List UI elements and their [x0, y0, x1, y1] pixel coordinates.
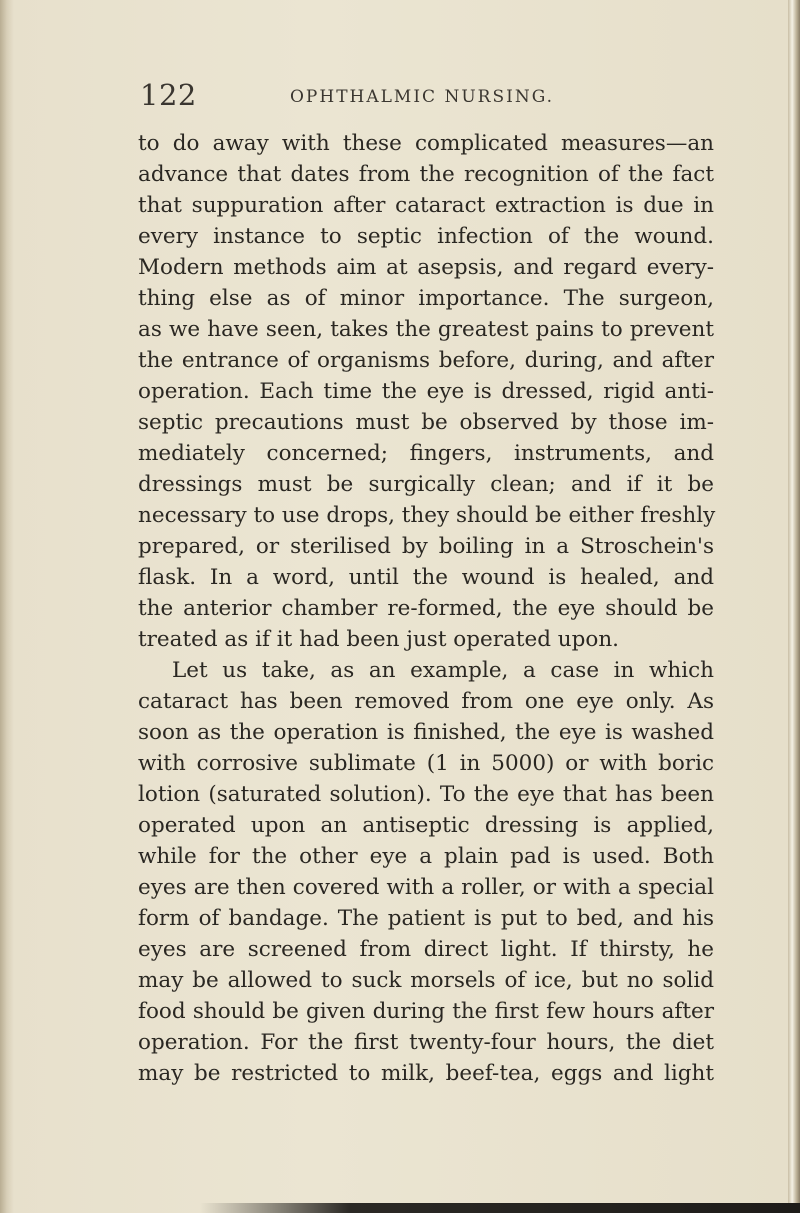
page-gutter-shadow: [0, 0, 14, 1213]
text-line: soon as the operation is finished, the eye is washed: [138, 720, 714, 745]
text-line-paragraph-start: Let us take, as an example, a case in which: [172, 658, 714, 683]
text-line: every instance to septic infection of the wound.: [138, 224, 714, 249]
text-line: thing else as of minor importance. The surgeon,: [138, 286, 714, 311]
text-line: eyes are screened from direct light. If thirsty, he: [138, 937, 714, 962]
text-line: may be allowed to suck morsels of ice, but no solid: [138, 968, 714, 993]
page-number: 122: [140, 78, 197, 112]
text-line: necessary to use drops, they should be either freshly: [138, 503, 716, 528]
text-line: form of bandage. The patient is put to bed, and his: [138, 906, 714, 931]
text-line: dressings must be surgically clean; and if it be: [138, 472, 714, 497]
text-line: cataract has been removed from one eye only. As: [138, 689, 714, 714]
text-line: Modern methods aim at asepsis, and regard every-: [138, 255, 714, 280]
running-head: OPHTHALMIC NURSING.: [290, 87, 555, 107]
text-line: to do away with these complicated measures—an: [138, 131, 714, 156]
scan-bottom-edge: [200, 1203, 800, 1213]
text-line: that suppuration after cataract extraction is due in: [138, 193, 714, 218]
text-line: flask. In a word, until the wound is healed, and: [138, 565, 714, 590]
text-line: septic precautions must be observed by those im-: [138, 410, 714, 435]
text-line: operated upon an antiseptic dressing is applied,: [138, 813, 714, 838]
text-line: operation. Each time the eye is dressed, rigid anti-: [138, 379, 714, 404]
text-line: with corrosive sublimate (1 in 5000) or with boric: [138, 751, 714, 776]
text-line: prepared, or sterilised by boiling in a Stroschein's: [138, 534, 714, 559]
text-line: may be restricted to milk, beef-tea, eggs and light: [138, 1061, 714, 1086]
body-text: [138, 128, 714, 1089]
text-line: operation. For the first twenty-four hours, the diet: [138, 1030, 714, 1055]
text-line: lotion (saturated solution). To the eye that has been: [138, 782, 714, 807]
text-line: food should be given during the first few hours after: [138, 999, 714, 1024]
text-line: mediately concerned; fingers, instruments, and: [138, 441, 714, 466]
text-line: as we have seen, takes the greatest pains to prevent: [138, 317, 714, 342]
text-line: the entrance of organisms before, during, and after: [138, 348, 714, 373]
text-line: advance that dates from the recognition of the fact: [138, 162, 714, 187]
page-edge-shadow: [788, 0, 800, 1213]
text-line: while for the other eye a plain pad is used. Both: [138, 844, 714, 869]
text-line: treated as if it had been just operated upon.: [138, 627, 620, 652]
text-line: the anterior chamber re-formed, the eye should be: [138, 596, 714, 621]
text-line: eyes are then covered with a roller, or with a special: [138, 875, 714, 900]
page-header: [140, 78, 740, 112]
